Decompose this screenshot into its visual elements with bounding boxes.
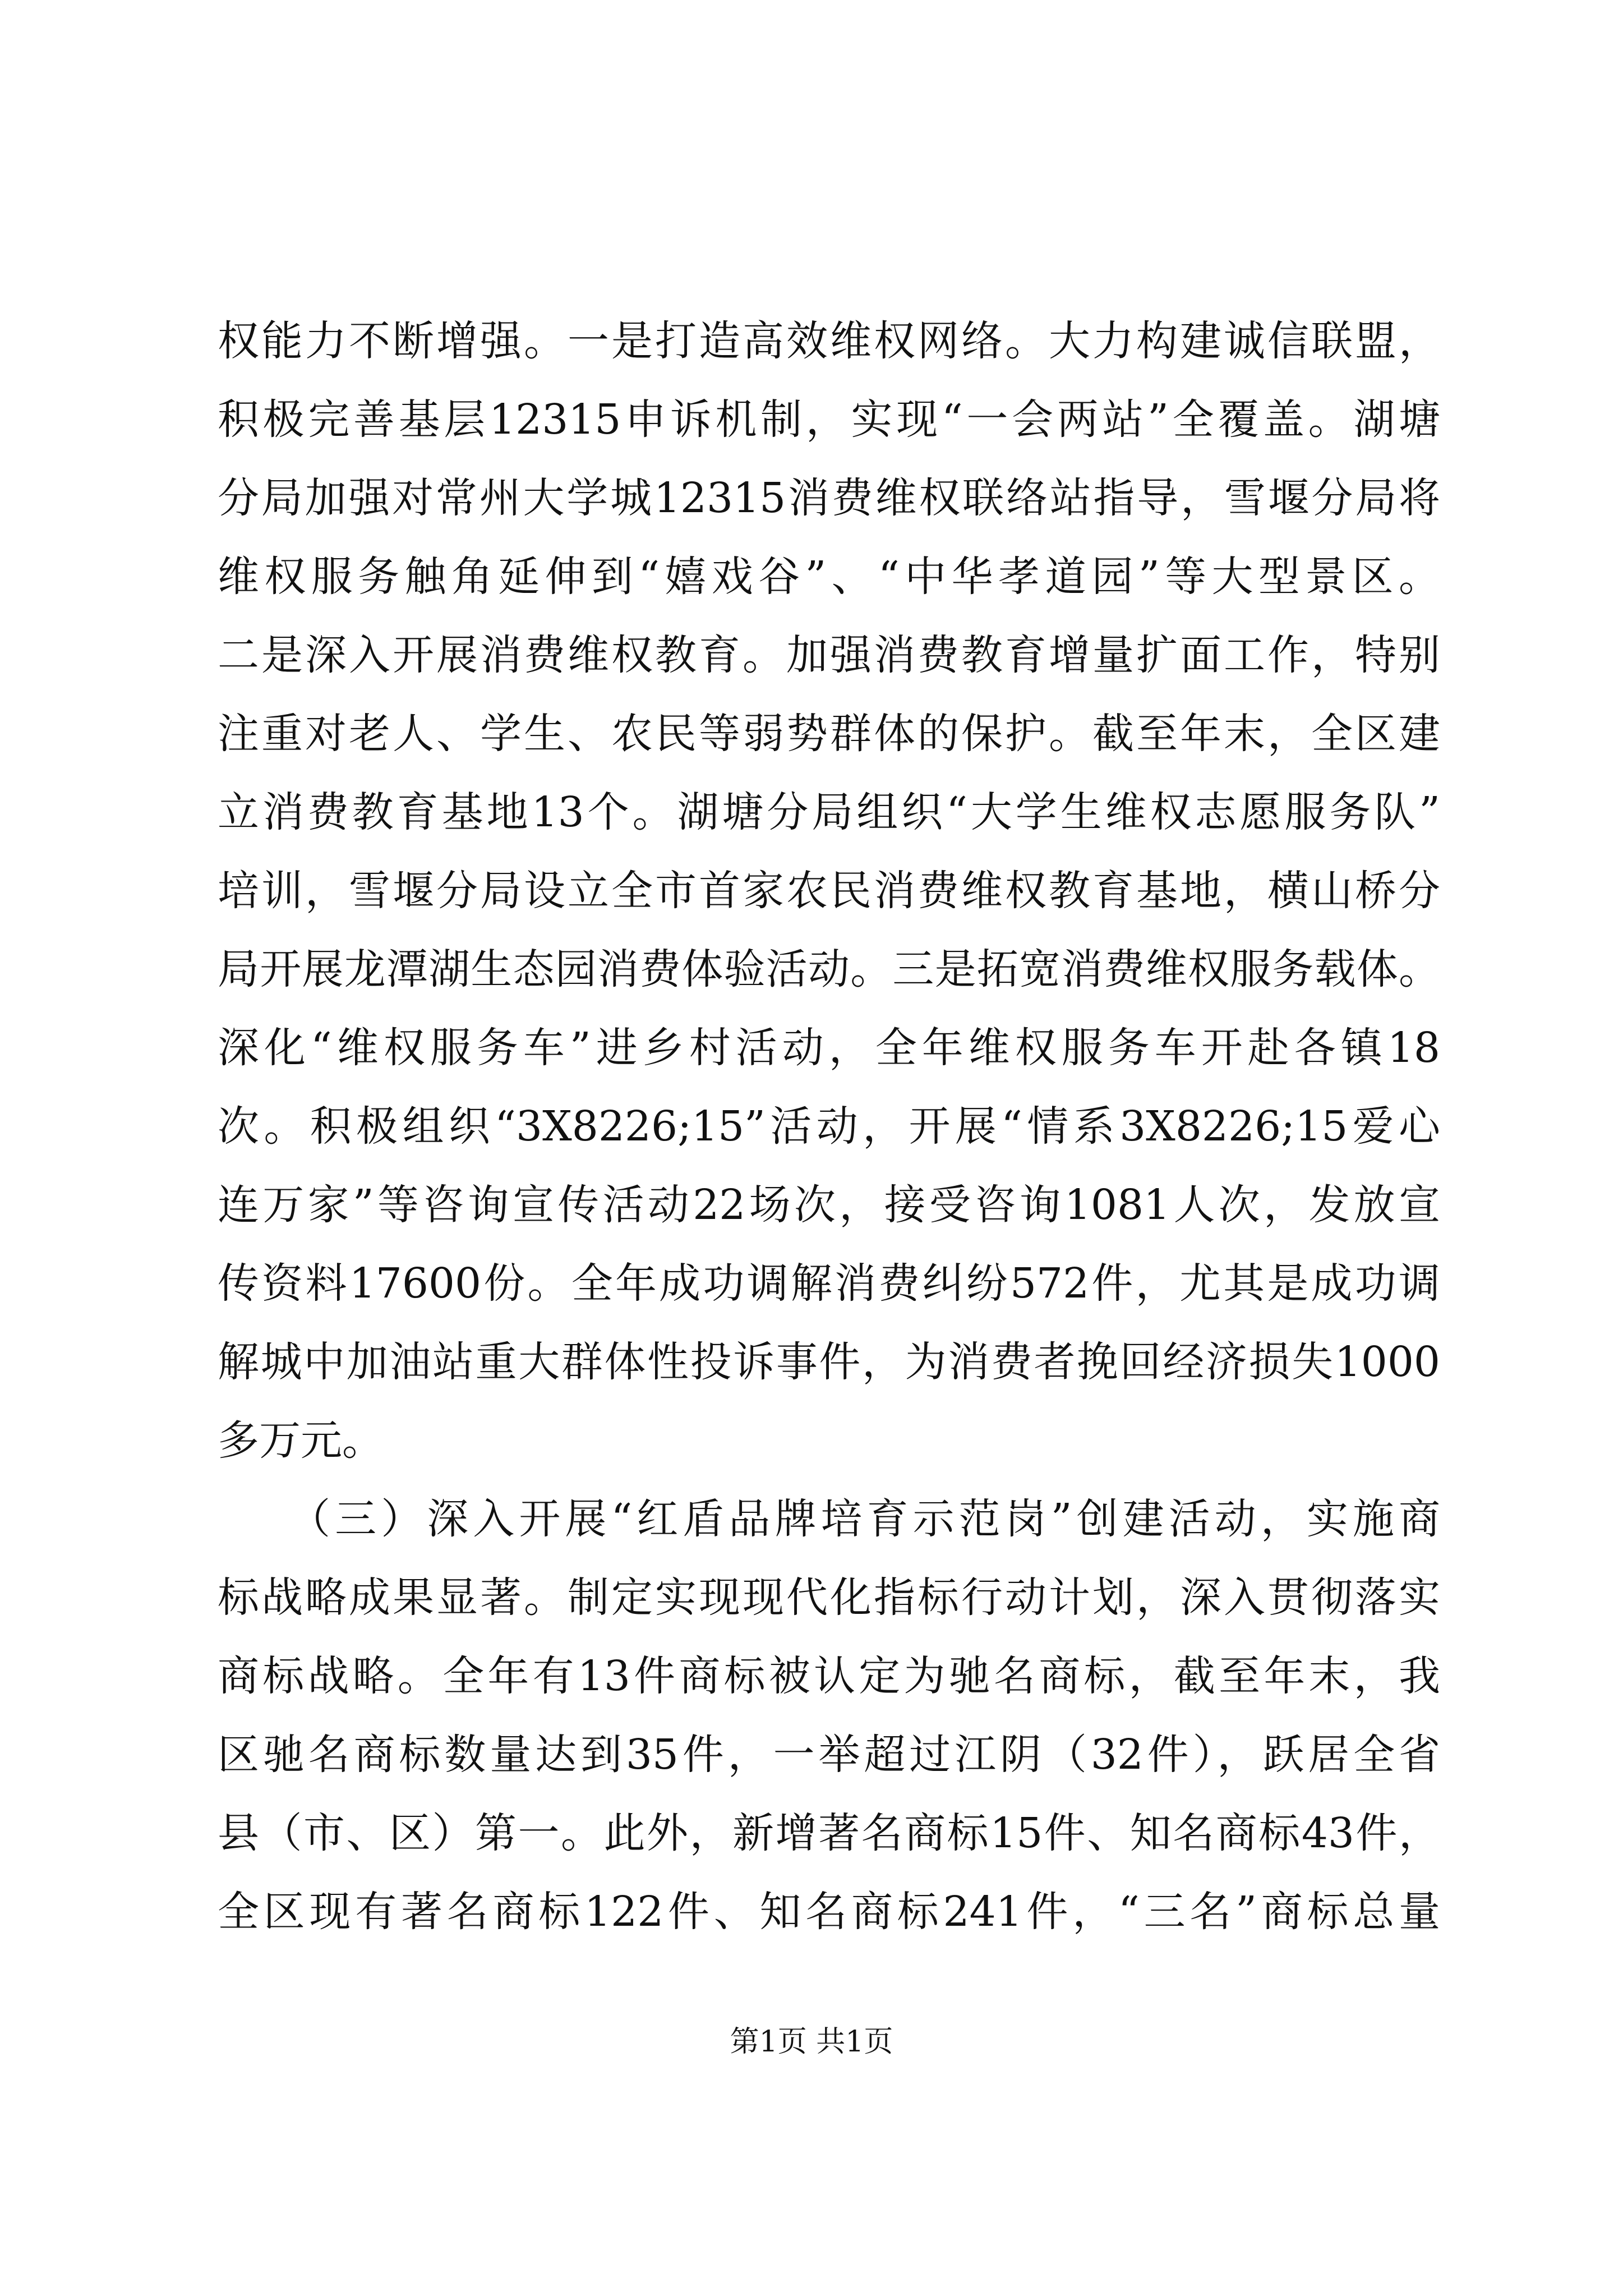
text-line: 局开展龙潭湖生态园消费体验活动。三是拓宽消费维权服务载体。 <box>218 945 1440 993</box>
text-line: 培训，雪堰分局设立全市首家农民消费维权教育基地，横山桥分 <box>218 867 1440 915</box>
text-line: 积极完善基层12315申诉机制，实现“一会两站”全覆盖。湖塘 <box>218 395 1440 444</box>
text-line: 维权服务触角延伸到“嬉戏谷”、“中华孝道园”等大型景区。 <box>218 553 1440 601</box>
text-line: 次。积极组织“3X8226;15”活动，开展“情系3X8226;15爱心 <box>218 1102 1440 1151</box>
text-line: 权能力不断增强。一是打造高效维权网络。大力构建诚信联盟， <box>218 317 1440 365</box>
text-line: 二是深入开展消费维权教育。加强消费教育增量扩面工作，特别 <box>218 631 1440 679</box>
text-line: 深化“维权服务车”进乡村活动，全年维权服务车开赴各镇18 <box>218 1024 1440 1072</box>
text-line: （三）深入开展“红盾品牌培育示范岗”创建活动，实施商 <box>218 1495 1440 1543</box>
page-footer: 第1页 共1页 <box>730 2025 893 2059</box>
text-line: 标战略成果显著。制定实现现代化指标行动计划，深入贯彻落实 <box>218 1573 1440 1622</box>
text-line: 解城中加油站重大群体性投诉事件，为消费者挽回经济损失1000 <box>218 1338 1440 1386</box>
text-line: 县（市、区）第一。此外，新增著名商标15件、知名商标43件， <box>218 1809 1440 1857</box>
text-line: 多万元。 <box>218 1416 384 1465</box>
text-line: 传资料17600份。全年成功调解消费纠纷572件，尤其是成功调 <box>218 1259 1440 1308</box>
text-line: 分局加强对常州大学城12315消费维权联络站指导，雪堰分局将 <box>218 474 1440 522</box>
text-line: 立消费教育基地13个。湖塘分局组织“大学生维权志愿服务队” <box>218 788 1440 836</box>
text-line: 区驰名商标数量达到35件，一举超过江阴（32件），跃居全省 <box>218 1731 1440 1779</box>
text-line: 注重对老人、学生、农民等弱势群体的保护。截至年末，全区建 <box>218 710 1440 758</box>
text-line: 商标战略。全年有13件商标被认定为驰名商标，截至年末，我 <box>218 1652 1440 1700</box>
text-line: 全区现有著名商标122件、知名商标241件，“三名”商标总量 <box>218 1888 1440 1936</box>
text-line: 连万家”等咨询宣传活动22场次，接受咨询1081人次，发放宣 <box>218 1181 1440 1229</box>
